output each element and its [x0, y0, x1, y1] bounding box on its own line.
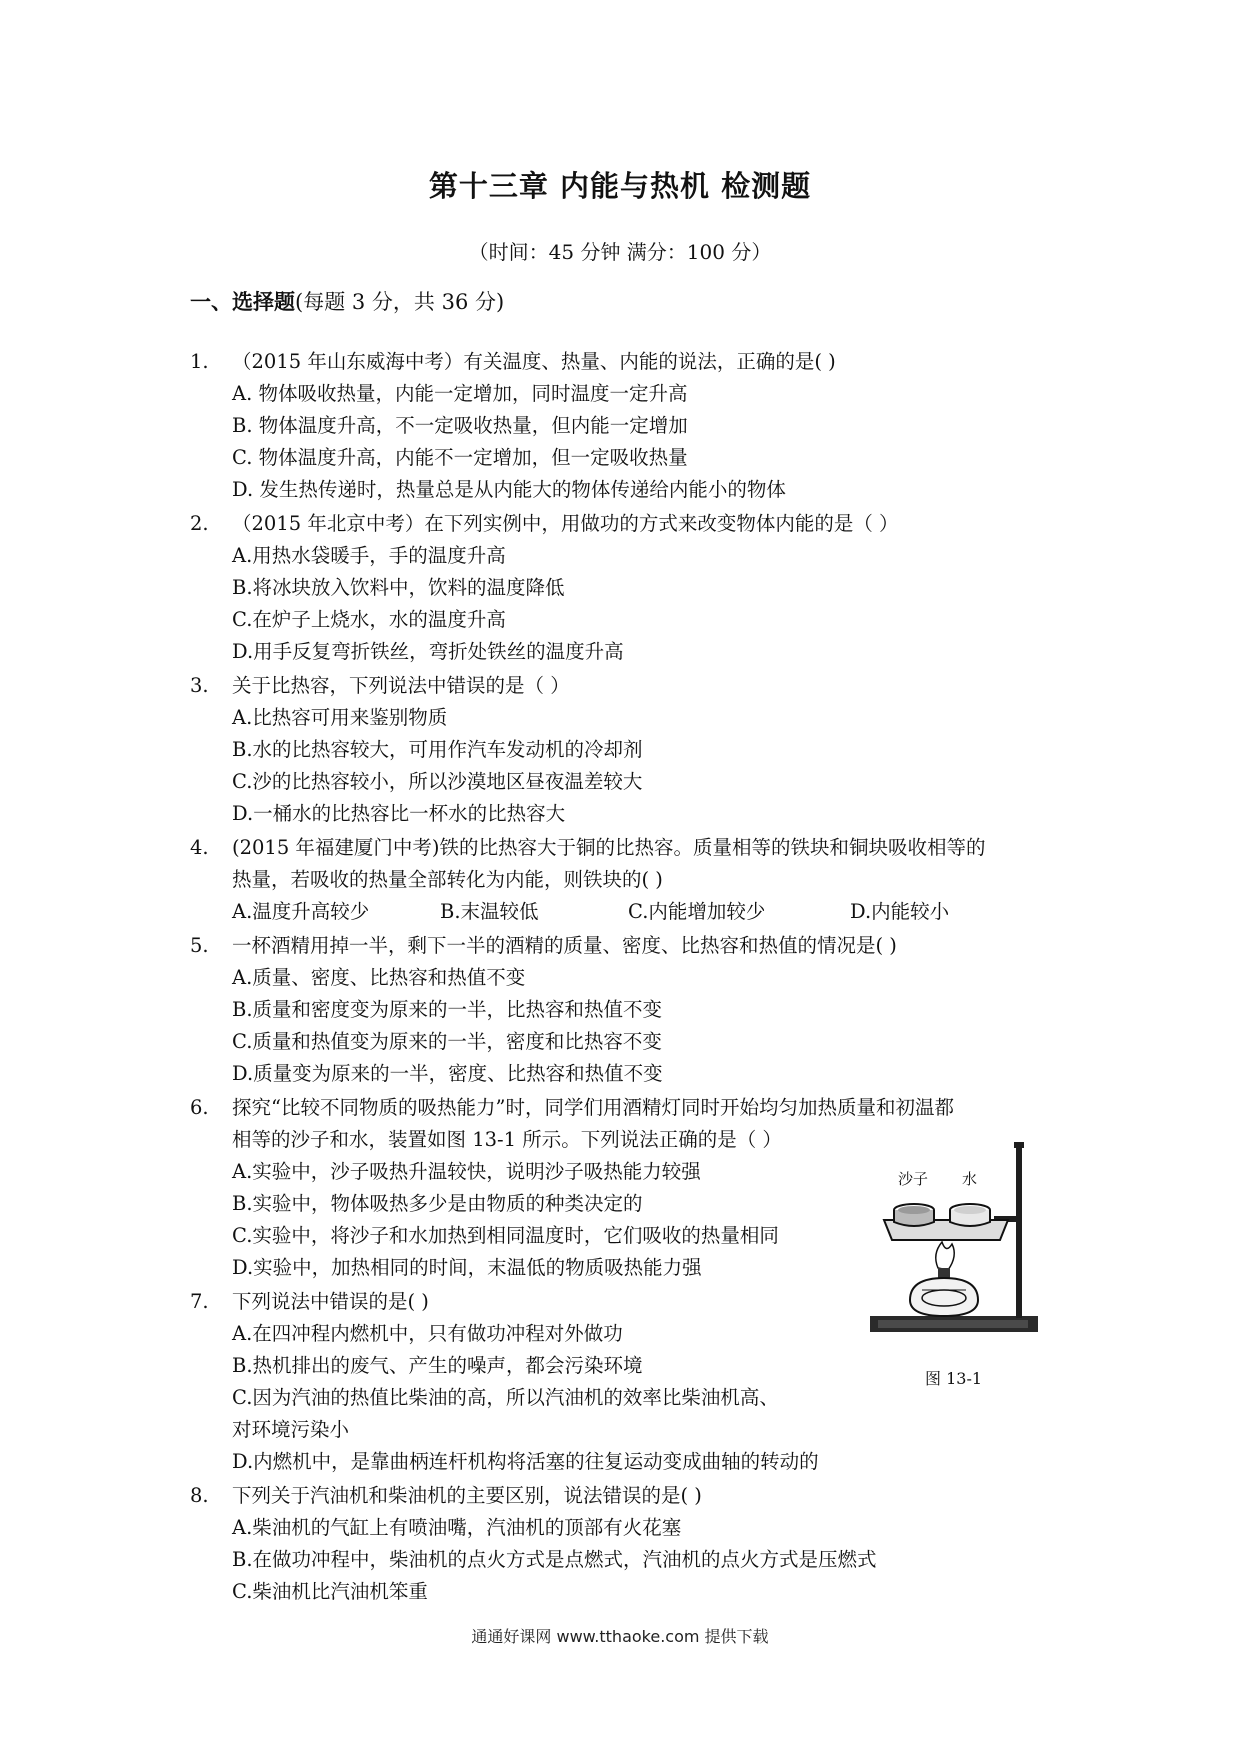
q1-option-b: B. 物体温度升高，不一定吸收热量，但内能一定增加 — [232, 414, 688, 437]
q3-number: 3. — [190, 674, 209, 697]
page-title: 第十三章 内能与热机 检测题 — [428, 169, 812, 203]
sand-label: 沙子 — [898, 1170, 929, 1188]
q4-stem-line1: (2015 年福建厦门中考)铁的比热容大于铜的比热容。质量相等的铁块和铜块吸收相等的 — [232, 836, 986, 859]
exam-info: （时间：45 分钟 满分：100 分） — [468, 240, 772, 264]
section-note: (每题 3 分，共 36 分) — [295, 290, 505, 314]
section-heading — [190, 286, 504, 316]
q2-option-b: B.将冰块放入饮料中，饮料的温度降低 — [232, 576, 565, 599]
q3-option-b: B.水的比热容较大，可用作汽车发动机的冷却剂 — [232, 738, 643, 761]
q7-option-a: A.在四冲程内燃机中，只有做功冲程对外做功 — [232, 1322, 623, 1345]
q2-option-a: A.用热水袋暖手，手的温度升高 — [232, 544, 506, 567]
q2-option-c: C.在炉子上烧水，水的温度升高 — [232, 608, 506, 631]
q7-number: 7. — [190, 1290, 209, 1313]
q3-option-d: D.一桶水的比热容比一杯水的比热容大 — [232, 802, 566, 825]
q5-option-a: A.质量、密度、比热容和热值不变 — [232, 966, 526, 989]
q1-stem: （2015 年山东威海中考）有关温度、热量、内能的说法，正确的是( ) — [232, 350, 836, 373]
q2-option-d: D.用手反复弯折铁丝，弯折处铁丝的温度升高 — [232, 640, 624, 663]
q5-stem: 一杯酒精用掉一半，剩下一半的酒精的质量、密度、比热容和热值的情况是( ) — [232, 934, 897, 957]
q7-option-c-line2: 对环境污染小 — [232, 1418, 350, 1441]
footer-source: 通通好课网 www.tthaoke.com 提供下载 — [471, 1627, 769, 1646]
q4-option-a: A.温度升高较少 — [232, 900, 370, 923]
q5-number: 5. — [190, 934, 209, 957]
q7-stem: 下列说法中错误的是( ) — [232, 1290, 429, 1313]
q7-option-b: B.热机排出的废气、产生的噪声，都会污染环境 — [232, 1354, 643, 1377]
q1-option-d: D. 发生热传递时，热量总是从内能大的物体传递给内能小的物体 — [232, 478, 786, 501]
q8-option-c: C.柴油机比汽油机笨重 — [232, 1580, 428, 1603]
q1-option-a: A. 物体吸收热量，内能一定增加，同时温度一定升高 — [232, 382, 688, 405]
q5-option-b: B.质量和密度变为原来的一半，比热容和热值不变 — [232, 998, 663, 1021]
q8-option-a: A.柴油机的气缸上有喷油嘴，汽油机的顶部有火花塞 — [232, 1516, 682, 1539]
q6-option-a: A.实验中，沙子吸热升温较快，说明沙子吸热能力较强 — [232, 1160, 701, 1183]
q1-option-c: C. 物体温度升高，内能不一定增加，但一定吸收热量 — [232, 446, 688, 469]
q6-number: 6. — [190, 1096, 209, 1119]
q7-option-c-line1: C.因为汽油的热值比柴油的高，所以汽油机的效率比柴油机高、 — [232, 1386, 779, 1409]
q5-option-d: D.质量变为原来的一半，密度、比热容和热值不变 — [232, 1062, 663, 1085]
q6-stem-line2: 相等的沙子和水，装置如图 13-1 所示。下列说法正确的是（ ） — [232, 1128, 782, 1151]
q3-option-c: C.沙的比热容较小，所以沙漠地区昼夜温差较大 — [232, 770, 643, 793]
q8-option-b: B.在做功冲程中，柴油机的点火方式是点燃式，汽油机的点火方式是压燃式 — [232, 1548, 877, 1571]
water-dish — [950, 1204, 990, 1226]
q2-stem: （2015 年北京中考）在下列实例中，用做功的方式来改变物体内能的是（ ） — [232, 512, 899, 535]
q8-stem: 下列关于汽油机和柴油机的主要区别，说法错误的是( ) — [232, 1484, 702, 1507]
q6-option-b: B.实验中，物体吸热多少是由物质的种类决定的 — [232, 1192, 643, 1215]
q8-number: 8. — [190, 1484, 209, 1507]
alcohol-lamp-icon — [910, 1268, 978, 1316]
stand-rod — [1016, 1146, 1022, 1318]
experiment-apparatus-figure — [866, 1140, 1042, 1350]
figure-caption: 图 13-1 — [925, 1369, 983, 1388]
section-title: 一、选择题 — [190, 289, 295, 314]
flame-icon — [936, 1242, 955, 1270]
q6-stem-line1: 探究“比较不同物质的吸热能力”时，同学们用酒精灯同时开始均匀加热质量和初温都 — [232, 1096, 954, 1119]
q4-option-c: C.内能增加较少 — [628, 900, 766, 923]
q6-option-c: C.实验中，将沙子和水加热到相同温度时，它们吸收的热量相同 — [232, 1224, 779, 1247]
water-label: 水 — [962, 1170, 978, 1188]
q4-stem-line2: 热量，若吸收的热量全部转化为内能，则铁块的( ) — [232, 868, 663, 891]
q4-option-d: D.内能较小 — [850, 900, 950, 923]
q6-option-d: D.实验中，加热相同的时间，末温低的物质吸热能力强 — [232, 1256, 702, 1279]
q3-option-a: A.比热容可用来鉴别物质 — [232, 706, 448, 729]
sand-dish — [894, 1204, 934, 1226]
q3-stem: 关于比热容，下列说法中错误的是（ ） — [232, 674, 570, 697]
q2-number: 2. — [190, 512, 209, 535]
q5-option-c: C.质量和热值变为原来的一半，密度和比热容不变 — [232, 1030, 662, 1053]
q7-option-d: D.内燃机中，是靠曲柄连杆机构将活塞的往复运动变成曲轴的转动的 — [232, 1450, 819, 1473]
q4-option-b: B.末温较低 — [440, 900, 539, 923]
q4-number: 4. — [190, 836, 209, 859]
q1-number: 1. — [190, 350, 209, 373]
